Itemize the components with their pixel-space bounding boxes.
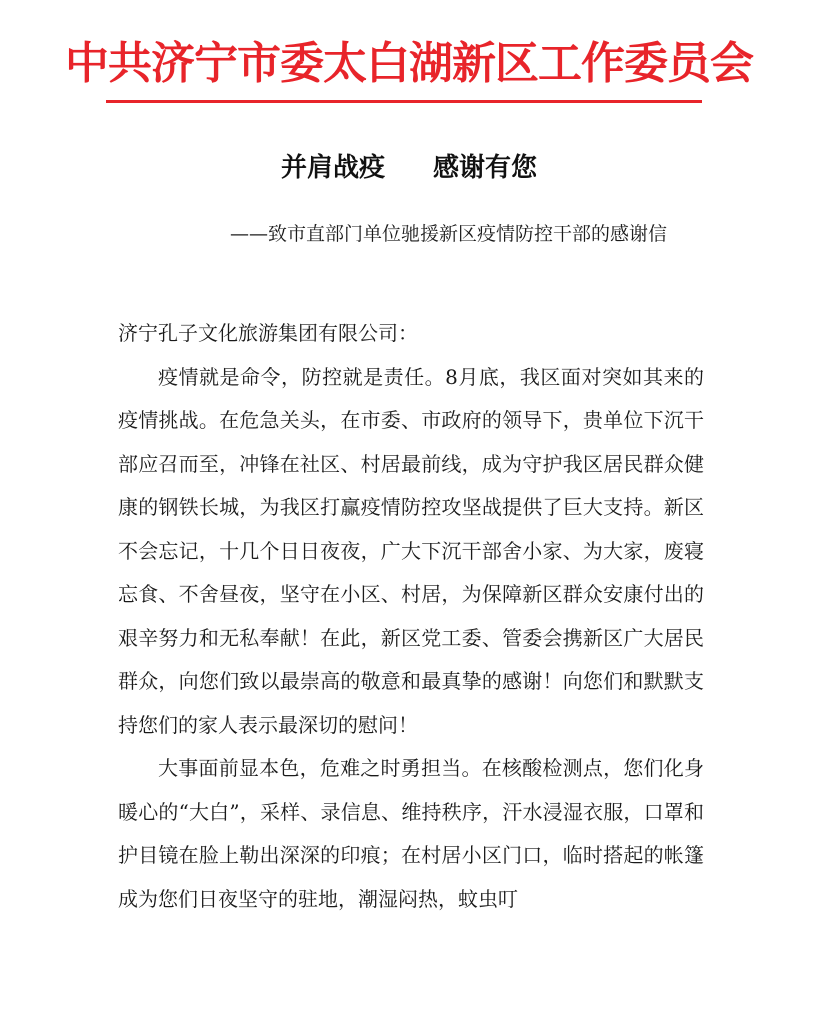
body-paragraph: 疫情就是命令，防控就是责任。8月底，我区面对突如其来的疫情挑战。在危急关头，在市委、市政府的领导下，贵单位下沉干部应召而至，冲锋在社区、村居最前线，成为守护我区居民群众健康的钢铁长城，为我区打赢疫情防控攻坚战提供了巨大支持。新区不会忘记，十几个日日夜夜，广大下沉干部舍小家、为大家，废寝忘食、不舍昼夜，坚守在小区、村居，为保障新区群众安康付出的艰辛努力和无私奉献！在此，新区党工委、管委会携新区广大居民群众，向您们致以最崇高的敬意和最真挚的感谢！向您们和默默支持您们的家人表示最深切的慰问！ (118, 364, 704, 737)
letter-title (0, 150, 818, 186)
letterhead-red-divider (106, 100, 702, 103)
letter-subtitle: ——致市直部门单位驰援新区疫情防控干部的感谢信 (230, 223, 668, 245)
letterhead-title: 中共济宁市委太白湖新区工作委员会 (65, 38, 753, 89)
body-paragraph: 大事面前显本色，危难之时勇担当。在核酸检测点，您们化身暖心的“大白”，采样、录信息、维持秩序，汗水浸湿衣服，口罩和护目镜在脸上勒出深深的印痕；在村居小区门口，临时搭起的帐篷成为您们日夜坚守的驻地，潮湿闷热，蚊虫叮 (118, 756, 704, 911)
letter-title-part2: 感谢有您 (433, 153, 538, 183)
salutation: 济宁孔子文化旅游集团有限公司： (118, 321, 418, 345)
letter-body (118, 312, 704, 921)
letter-title-part1: 并肩战疫 (280, 153, 385, 183)
